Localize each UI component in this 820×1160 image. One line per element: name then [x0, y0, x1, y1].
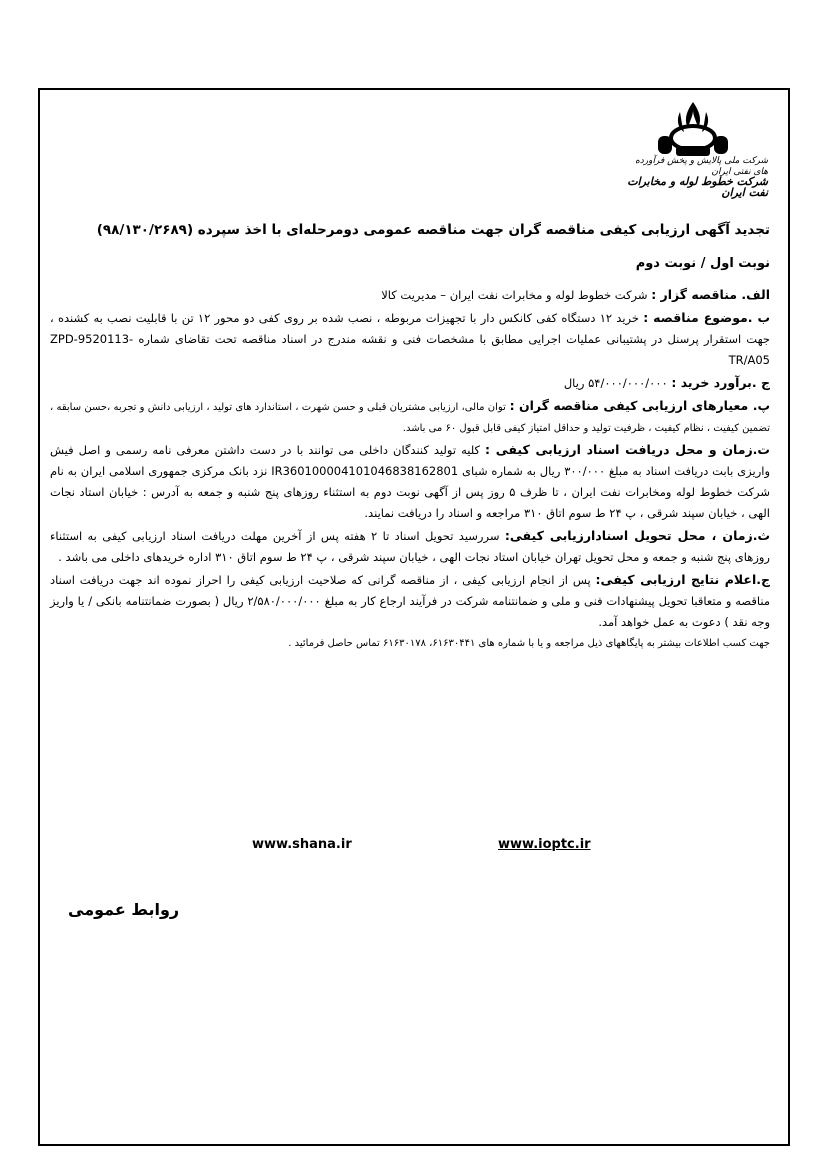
section-text: سررسید تحویل اسناد تا ۲ هفته پس از آخرین مهلت دریافت اسناد ارزیابی کیفی به استثناء روزهای پنج شنبه و جمعه و محل تحویل تهران خیابان استاد نجات الهی ، خیابان سپند شرقی ، پ ۲۴ ط سوم اتاق ۳۱۰ اداره خریدهای داخلی می باشد . [50, 529, 770, 564]
section-text: پس از انجام ارزیابی کیفی ، از مناقصه گرانی که صلاحیت ارزیابی کیفی را احراز نموده اند جهت دریافت اسناد مناقصه و متعاقبا تحویل پیشنهادات فنی و ملی و ضمانتنامه شرکت در فرآیند ارجاع کار به مبلغ ۲/۵۸۰/۰۰۰/۰۰۰ ریال ( بصورت ضمانتنامه بانکی / یا واریز وجه نقد ) دعوت به عمل خواهد آمد. [50, 573, 770, 629]
section-text: ۵۴/۰۰۰/۰۰۰/۰۰۰ ریال [563, 376, 668, 390]
publication-round: نوبت اول / نوبت دوم [635, 256, 770, 271]
section-heading: ث.زمان ، محل تحویل اسنادارزیابی کیفی: [504, 528, 771, 543]
contact-info: جهت کسب اطلاعات بیشتر به پایگاههای ذیل مراجعه و یا با شماره های ۶۱۶۳۰۴۴۱، ۶۱۶۳۰۱۷۸ تماس حاصل فرمائید . [288, 638, 770, 649]
section-heading: ت.زمان و محل دریافت اسناد ارزیابی کیفی : [485, 442, 770, 457]
section-heading: ب .موضوع مناقصه : [643, 310, 771, 325]
request-code: ZPD-9520113-TR/A05 [50, 332, 770, 367]
company-logo [618, 98, 768, 210]
notice-body [50, 284, 770, 654]
logo-caption-line1: شرکت ملی پالایش و پخش فرآورده های نفتی ایران [635, 156, 768, 177]
page-title: تجدید آگهی ارزیابی کیفی مناقصه گران جهت مناقصه عمومی دومرحله‌ای با اخذ سپرده (۹۸/۱۳۰/۲۶۸۹) [96, 222, 770, 238]
section-text: خرید ۱۲ دستگاه کفی کانکس دار با تجهیزات مربوطه ، نصب شده بر روی کفی دو محور ۱۲ تن با قابلیت نصب به کشنده ، جهت استقرار پرسنل در پشتیبانی عملیات اجرایی مطابق با مشخصات فنی و نقشه مندرج در اسناد مناقصه تحت تقاضای شماره [50, 311, 770, 346]
section-document-delivery [50, 525, 770, 568]
section-text: کلیه تولید کنندگان داخلی می توانند با در دست داشتن معرفی نامه رسمی و اصل فیش واریزی بابت دریافت اسناد به مبلغ ۳۰۰/۰۰۰ ریال به شماره شبای [50, 443, 771, 478]
section-heading: ج.اعلام نتایج ارزیابی کیفی: [595, 572, 770, 587]
section-tender-subject [50, 307, 770, 371]
ioptc-link[interactable]: www.ioptc.ir [498, 837, 591, 852]
section-tender-party [50, 284, 770, 306]
section-estimate [50, 372, 770, 394]
section-text: نزد بانک مرکزی جمهوری اسلامی ایران به نام شرکت خطوط لوله ومخابرات نفت ایران ، تا ظرف ۵ روز پس از آگهی نوبت دوم به استثناء روزهای پنج شنبه و جمعه به آدرس : خیابان استاد نجات الهی ، خیابان سپند شرقی ، پ ۲۴ ط سوم اتاق ۳۱۰ مراجعه و اسناد را دریافت نمایند. [50, 464, 770, 520]
website-links [0, 837, 820, 857]
shana-link[interactable]: www.shana.ir [252, 837, 352, 852]
flame-emblem-icon [618, 98, 768, 158]
section-criteria [50, 395, 770, 438]
public-relations-signature: روابط عمومی [68, 900, 180, 919]
iban-number: IR360100004101046838162801 [271, 464, 459, 478]
logo-caption-line2: شرکت خطوط لوله و مخابرات نفت ایران [627, 175, 768, 199]
section-heading: الف. مناقصه گزار : [651, 287, 770, 302]
section-document-receipt [50, 439, 770, 524]
section-text: شرکت خطوط لوله و مخابرات نفت ایران – مدیریت کالا [381, 288, 648, 302]
section-text: توان مالی، ارزیابی مشتریان قبلی و حسن شهرت ، استاندارد های تولید ، ارزیابی دانش و تجربه ،حسن سابقه ، تضمین کیفیت ، نظام کیفیت ، ظرفیت تولید و حداقل امتیاز کیفی قابل قبول ۶۰ می باشد. [50, 402, 770, 434]
section-heading: ج .برآورد خرید : [671, 375, 770, 390]
section-results [50, 569, 770, 633]
section-heading: پ. معیارهای ارزیابی کیفی مناقصه گران : [509, 398, 771, 413]
